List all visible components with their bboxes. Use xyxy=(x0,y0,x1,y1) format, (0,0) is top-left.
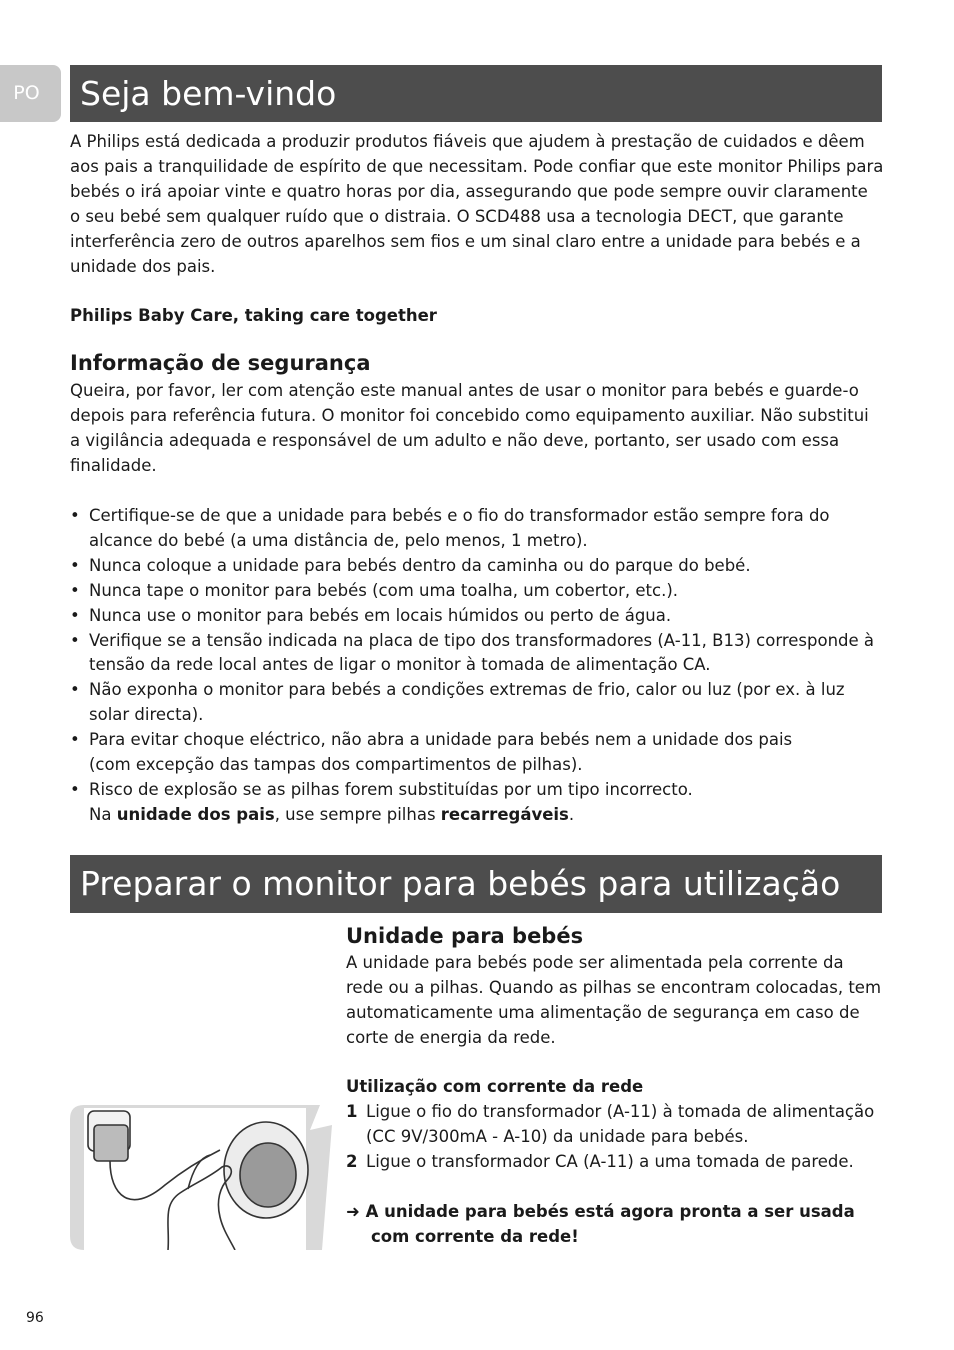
bullet-marker: • xyxy=(70,730,80,750)
text-line: A Philips está dedicada a produzir produtos fiáveis que ajudem à prestação de cuidados e dêem xyxy=(70,132,865,151)
bullet-marker: • xyxy=(70,580,80,600)
bullet-marker: • xyxy=(70,630,80,650)
text-line: Nunca use o monitor para bebés em locais húmidos ou perto de água. xyxy=(89,605,672,625)
arrow-icon: ➜ xyxy=(346,1202,360,1221)
text-fragment: , use sempre pilhas xyxy=(274,804,441,824)
safety-heading: Informação de segurança xyxy=(70,351,371,375)
text-line: tensão da rede local antes de ligar o monitor à tomada de alimentação CA. xyxy=(89,655,711,675)
bullet-marker: • xyxy=(70,680,80,700)
emphasis-rechargeable: recarregáveis xyxy=(440,804,569,824)
language-tab xyxy=(0,65,61,122)
text-line: com corrente da rede! xyxy=(371,1226,579,1246)
text-line: Risco de explosão se as pilhas forem substituídas por um tipo incorrecto. xyxy=(89,779,693,799)
text-fragment: . xyxy=(568,804,575,824)
text-line: solar directa). xyxy=(89,705,204,725)
emphasis-parent-unit: unidade dos pais xyxy=(116,804,275,824)
baby-unit-heading: Unidade para bebés xyxy=(346,924,584,948)
text-line: alcance do bebé (a uma distância de, pelo menos, 1 metro). xyxy=(89,530,588,550)
list-item xyxy=(70,678,890,728)
text-line: A unidade para bebés pode ser alimentada pela corrente da xyxy=(346,953,844,972)
section-title-welcome xyxy=(70,65,882,122)
text-line: depois para referência futura. O monitor foi concebido como equipamento auxiliar. Não substitui xyxy=(70,405,869,425)
text-line: automaticamente uma alimentação de segurança em caso de xyxy=(346,1002,860,1022)
text-line xyxy=(89,805,574,824)
text-line: Nunca tape o monitor para bebés (com uma toalha, um cobertor, etc.). xyxy=(89,580,679,600)
text-line: interferência zero de outros aparelhos sem fios e um sinal claro entre a unidade para bebés e a xyxy=(70,231,861,251)
bullet-marker: • xyxy=(70,506,80,525)
bullet-marker: • xyxy=(70,779,80,799)
list-item xyxy=(70,778,890,828)
text-line: Queira, por favor, ler com atenção este manual antes de usar o monitor para bebés e guarde-o xyxy=(70,381,859,400)
text-fragment: Na xyxy=(89,804,117,824)
text-line: A unidade para bebés está agora pronta a ser usada xyxy=(365,1202,855,1221)
section-title-text: Seja bem-vindo xyxy=(80,74,337,113)
text-line: finalidade. xyxy=(70,455,157,475)
text-line: Ligue o fio do transformador (A-11) à tomada de alimentação xyxy=(366,1102,875,1121)
bullet-marker: • xyxy=(70,555,80,575)
section-title-setup xyxy=(70,855,882,913)
text-line: o seu bebé sem qualquer ruído que o distraia. O SCD488 usa a tecnologia DECT, que garante xyxy=(70,206,844,226)
list-item xyxy=(70,504,890,554)
text-line: (com excepção das tampas dos compartimentos de pilhas). xyxy=(89,755,583,775)
mains-power-heading: Utilização com corrente da rede xyxy=(346,1077,644,1096)
list-item xyxy=(70,554,890,579)
step-item xyxy=(346,1100,891,1150)
text-line: corte de energia da rede. xyxy=(346,1027,556,1047)
text-line: (CC 9V/300mA - A-10) da unidade para bebés. xyxy=(366,1126,749,1146)
step-number: 1 xyxy=(346,1102,358,1121)
welcome-paragraph xyxy=(70,130,890,279)
steps-list xyxy=(346,1100,891,1175)
text-line: a vigilância adequada e responsável de um adulto e não deve, portanto, ser usado com essa xyxy=(70,430,840,450)
text-line: unidade dos pais. xyxy=(70,256,216,276)
adapter-illustration xyxy=(70,1105,335,1250)
text-line: Ligue o transformador CA (A-11) a uma tomada de parede. xyxy=(366,1151,854,1171)
text-line: Não exponha o monitor para bebés a condições extremas de frio, calor ou luz (por ex. à luz xyxy=(89,680,845,700)
tagline: Philips Baby Care, taking care together xyxy=(70,306,437,325)
text-line: Certifique-se de que a unidade para bebés e o fio do transformador estão sempre fora do xyxy=(89,506,830,525)
step-item xyxy=(346,1150,891,1175)
text-line: aos pais a tranquilidade de espírito de que necessitam. Pode confiar que este monitor Philips para xyxy=(70,156,884,176)
section-title-text: Preparar o monitor para bebés para utilização xyxy=(80,864,841,903)
text-line: rede ou a pilhas. Quando as pilhas se encontram colocadas, tem xyxy=(346,977,882,997)
step-number: 2 xyxy=(346,1151,358,1171)
list-item xyxy=(70,629,890,679)
adapter-plug-icon xyxy=(94,1125,128,1161)
speaker-grille xyxy=(240,1143,296,1207)
text-line: bebés o irá apoiar vinte e quatro horas por dia, assegurando que pode sempre ouvir claramente xyxy=(70,181,868,201)
baby-unit-paragraph xyxy=(346,951,891,1051)
page-number: 96 xyxy=(26,1310,44,1326)
list-item xyxy=(70,579,890,604)
language-code: PO xyxy=(13,82,40,104)
safety-paragraph xyxy=(70,379,890,479)
list-item xyxy=(70,728,890,778)
bullet-marker: • xyxy=(70,605,80,625)
text-line: Verifique se a tensão indicada na placa de tipo dos transformadores (A-11, B13) corresponde à xyxy=(89,630,875,650)
safety-bullet-list xyxy=(70,504,890,828)
result-note xyxy=(346,1200,891,1250)
list-item xyxy=(70,604,890,629)
text-line: Para evitar choque eléctrico, não abra a unidade para bebés nem a unidade dos pais xyxy=(89,730,793,750)
text-line: Nunca coloque a unidade para bebés dentro da caminha ou do parque do bebé. xyxy=(89,555,751,575)
